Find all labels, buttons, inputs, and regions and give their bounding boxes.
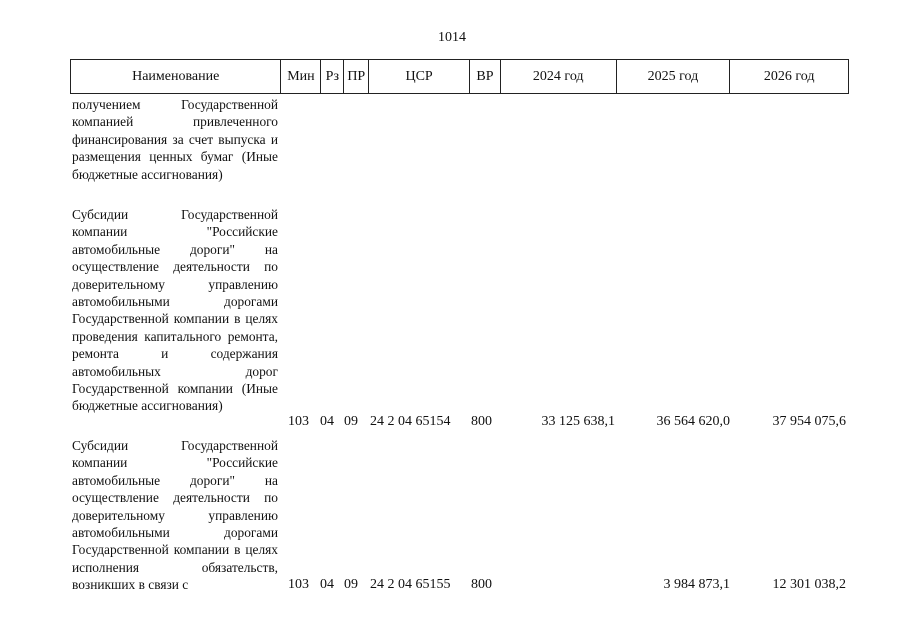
table-row-name: Субсидии Государственной компании "Российские автомобильные дороги" на осуществление деятельности по доверительному управлению автомобильными дорогами Государственной компании в целях исполнения обязательств, возникших в связи с [72, 438, 278, 593]
table-row-name: получением Государственной компанией привлеченного финансирования за счет выпуска и размещения ценных бумаг (Иные бюджетные ассигнования) [72, 97, 278, 182]
table-row-rz: 04 [320, 577, 334, 592]
table-row-name: Субсидии Государственной компании "Российские автомобильные дороги" на осуществление деятельности по доверительному управлению автомобильными дорогами Государственной компании в целях проведения капитального ремонта, ремонта и содержания автомобильных дорог Государственной компании (Иные бюджетные ассигнования) [72, 207, 278, 414]
table-row-min: 103 [288, 414, 309, 429]
table-row-2026: 37 954 075,6 [772, 414, 846, 429]
table-row-vr: 800 [471, 414, 492, 429]
table-row-pr: 09 [344, 414, 358, 429]
table-row-2026: 12 301 038,2 [772, 577, 846, 592]
header-min: Мин [281, 60, 321, 93]
table-row-rz: 04 [320, 414, 334, 429]
header-2024: 2024 год [501, 60, 617, 93]
header-2025: 2025 год [617, 60, 731, 93]
table-row-vr: 800 [471, 577, 492, 592]
table-row-csr: 24 2 04 65155 [370, 577, 451, 592]
header-name: Наименование [71, 60, 281, 93]
table-row-2025: 36 564 620,0 [656, 414, 730, 429]
table-header [70, 59, 849, 94]
header-pr: ПР [344, 60, 369, 93]
header-rz: Рз [321, 60, 344, 93]
table-row-2025: 3 984 873,1 [663, 577, 730, 592]
table-row-min: 103 [288, 577, 309, 592]
table-row-pr: 09 [344, 577, 358, 592]
header-vr: ВР [470, 60, 501, 93]
header-2026: 2026 год [763, 68, 815, 84]
header-csr: ЦСР [369, 60, 470, 93]
table-row-csr: 24 2 04 65154 [370, 414, 451, 429]
page-number: 1014 [438, 30, 466, 45]
table-row-2024: 33 125 638,1 [541, 414, 615, 429]
